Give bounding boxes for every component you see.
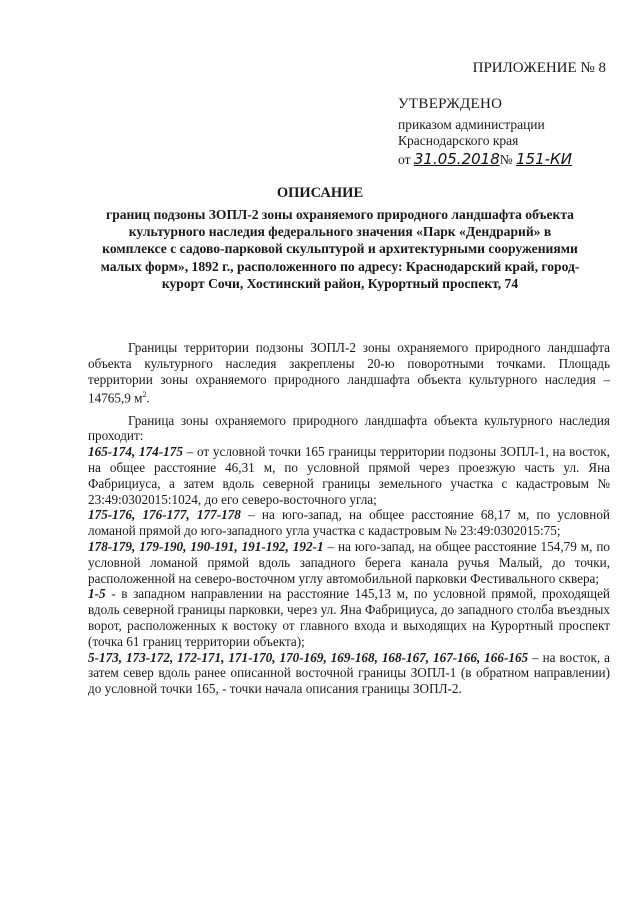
segment-paragraph <box>88 507 610 539</box>
segment-paragraph <box>88 586 610 649</box>
segment-points: 165-174, 174-175 <box>88 444 183 460</box>
segment-points: 178-179, 179-190, 190-191, 191-192, 192-1 <box>88 538 324 554</box>
segment-paragraph <box>88 444 610 507</box>
segment-paragraph <box>88 650 610 697</box>
document-title: ОПИСАНИЕ <box>276 185 364 201</box>
segment-points: 1-5 <box>88 586 106 602</box>
segment-points: 175-176, 176-177, 177-178 <box>88 507 241 523</box>
document-subtitle: границ подзоны ЗОПЛ-2 зоны охраняемого природного ландшафта объекта культурного наследия федерального значения «Парк «Дендрарий» в комплексе с садово-парковой скульптурой и архитектурными сооружениями малых форм», 1892 г., расположенного по адресу: Краснодарский край, город-курорт Сочи, Хостинский район, Курортный проспект, 74 <box>100 207 580 291</box>
approval-heading: УТВЕРЖДЕНО <box>398 96 503 112</box>
segment-text: – на юго-запад, на общее расстояние 154,79 м, по условной ломаной прямой вдоль западного берега канала ручья Малый, до точки, расположенной на северо-восточном углу автомобильной парковки Фестивального сквера; <box>88 538 610 586</box>
segment-text: – на юго-запад, на общее расстояние 68,17 м, по условной ломаной прямой до юго-западного угла участка с кадастровым № 23:49:0302015:75; <box>88 507 610 539</box>
passes-paragraph: Граница зоны охраняемого природного ландшафта объекта культурного наследия проходит: <box>88 412 610 444</box>
approval-org-line2: Краснодарского края <box>398 133 519 148</box>
segment-text: - в западном направлении на расстояние 145,13 м, по условной прямой, проходящей вдоль северной границы парковки, через ул. Яна Фабрициуса, до западного столба въездных ворот, расположенных к востоку от главного входа и выходящих на Курортный проспект (точка 61 границ территории объекта); <box>88 586 610 649</box>
segment-text: – от условной точки 165 границы территории подзоны ЗОПЛ-1, на восток, на общее расстояние 46,31 м, по условной прямой через проезжую часть ул. Яна Фабрициуса, а затем вдоль северной границы земельного участка с кадастровым № 23:49:0302015:1024, до его северо-восточного угла; <box>88 444 610 507</box>
handwritten-date: 31.05.2018 <box>413 150 500 168</box>
number-prefix: № <box>499 152 513 167</box>
approval-org-line1: приказом администрации <box>398 117 545 132</box>
handwritten-number: 151-КИ <box>516 150 572 168</box>
intro-paragraph <box>88 340 610 407</box>
date-prefix: от <box>398 152 411 167</box>
appendix-number: ПРИЛОЖЕНИЕ № 8 <box>472 60 606 76</box>
approval-date-line <box>398 150 572 168</box>
segment-paragraph <box>88 539 610 586</box>
intro-end: . <box>146 390 150 406</box>
segment-points: 5-173, 173-172, 172-171, 171-170, 170-169, 169-168, 168-167, 167-166, 166-165 <box>88 649 529 665</box>
segment-text: – на восток, а затем север вдоль ранее описанной восточной границы ЗОПЛ-1 (в обратном направлении) до условной точки 165, - точки начала описания границы ЗОПЛ-2. <box>88 649 610 697</box>
intro-text: Границы территории подзоны ЗОПЛ-2 зоны охраняемого природного ландшафта объекта культурного наследия закреплены 20-ю поворотными точками. Площадь территории зоны охраняемого природного ландшафта объекта культурного наследия – 14765,9 м <box>88 340 610 406</box>
area-unit-superscript: 2 <box>142 390 147 400</box>
document-body <box>88 340 610 697</box>
